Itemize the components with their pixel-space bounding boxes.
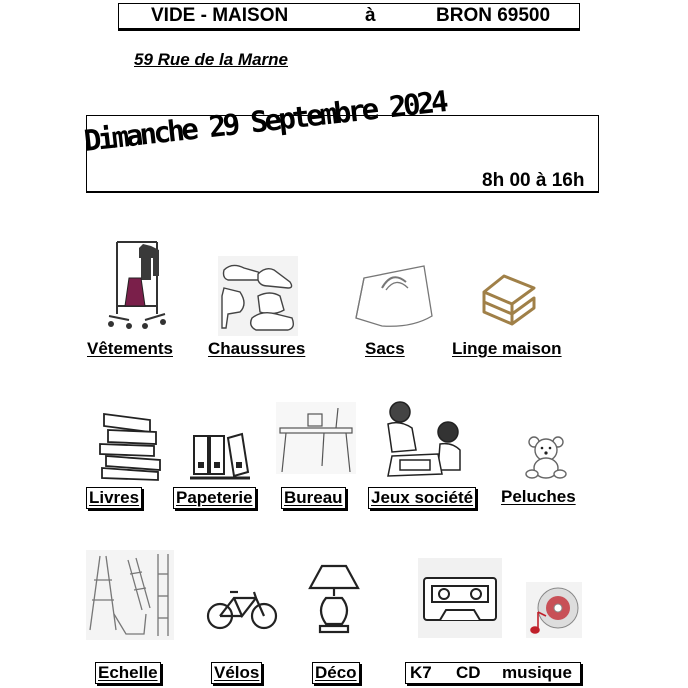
category-cd: CD — [456, 663, 481, 682]
address: 59 Rue de la Marne — [134, 50, 289, 69]
category-k7-cd-musique — [405, 662, 581, 684]
title-banner — [118, 3, 580, 29]
category-musique: musique — [502, 663, 572, 682]
title-a: à — [365, 5, 376, 26]
category-vetements: Vêtements — [87, 339, 173, 358]
books-icon — [98, 410, 164, 482]
category-deco: Déco — [312, 662, 360, 684]
binders-icon — [190, 432, 250, 482]
bicycle-icon — [206, 588, 278, 632]
cd-music-icon — [526, 582, 582, 638]
category-jeux-societe: Jeux société — [368, 487, 476, 509]
category-velos: Vélos — [211, 662, 262, 684]
event-date: Dimanche 29 Septembre 2024 — [82, 84, 447, 158]
ladder-icon — [86, 550, 174, 640]
category-peluches: Peluches — [501, 487, 576, 506]
category-echelle: Echelle — [95, 662, 161, 684]
category-chaussures: Chaussures — [208, 339, 306, 358]
category-papeterie: Papeterie — [173, 487, 256, 509]
towels-icon — [478, 262, 540, 326]
clothes-rack-icon — [105, 236, 167, 334]
category-bureau: Bureau — [281, 487, 346, 509]
bag-icon — [352, 258, 436, 330]
cassette-icon — [418, 558, 502, 638]
shoes-icon — [218, 256, 298, 336]
title-city: BRON 69500 — [436, 5, 551, 26]
desk-icon — [276, 402, 356, 474]
teddy-bear-icon — [524, 434, 570, 480]
category-linge-maison: Linge maison — [452, 339, 562, 358]
board-game-kids-icon — [378, 398, 464, 482]
category-k7: K7 — [410, 663, 432, 682]
lamp-icon — [306, 564, 362, 636]
category-livres: Livres — [86, 487, 142, 509]
title-vide-maison: VIDE - MAISON — [151, 5, 289, 26]
event-hours: 8h 00 à 16h — [482, 170, 585, 191]
category-sacs: Sacs — [365, 339, 405, 358]
